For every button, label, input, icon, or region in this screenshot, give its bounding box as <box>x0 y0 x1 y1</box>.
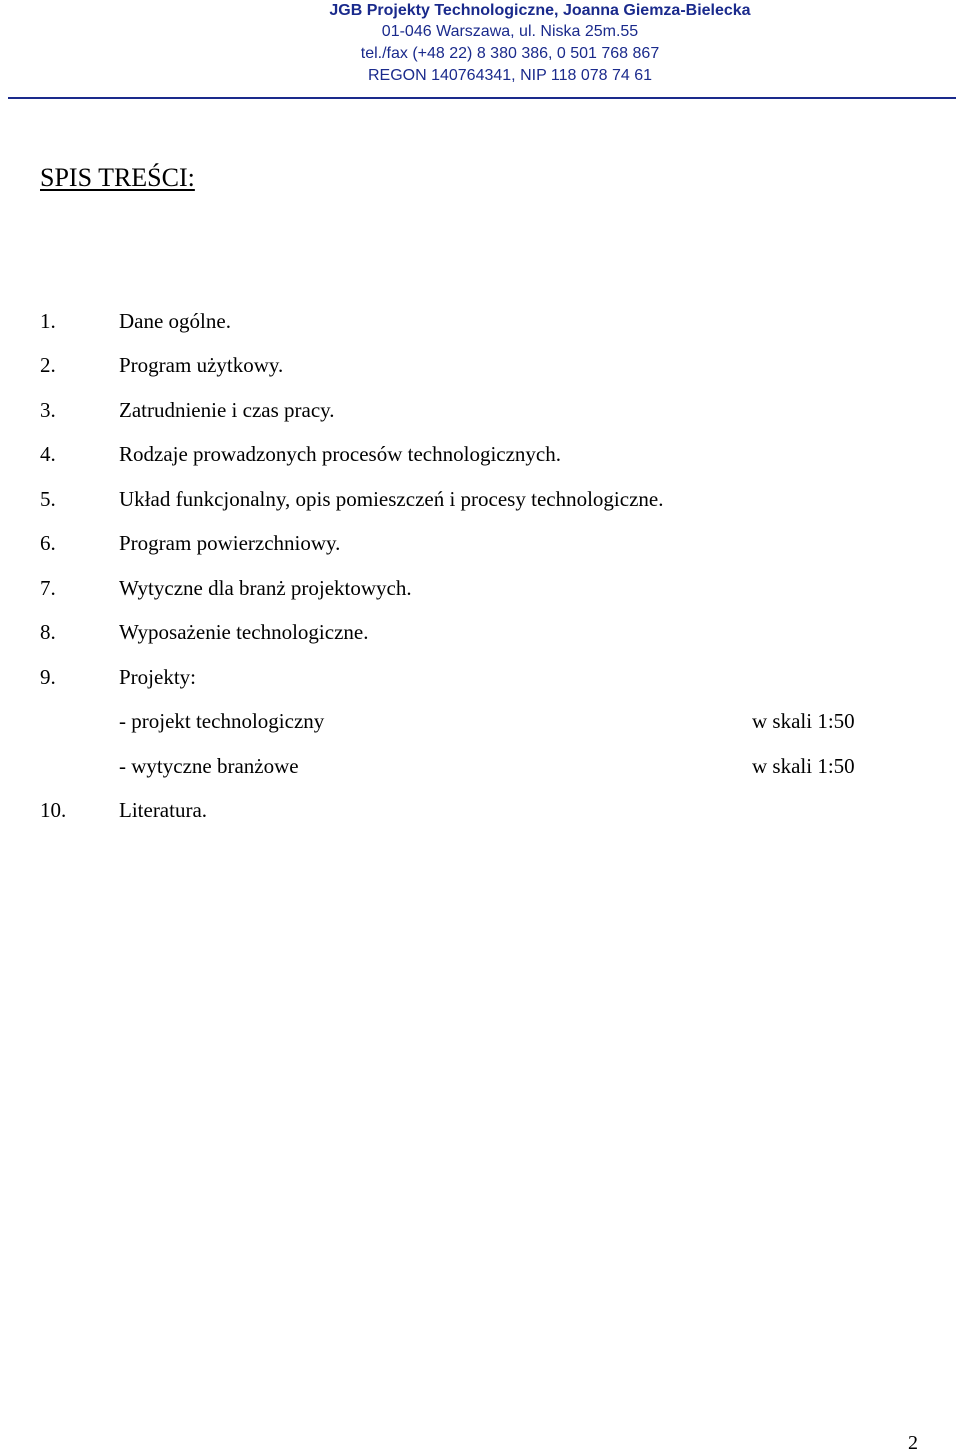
company-address: 01-046 Warszawa, ul. Niska 25m.55 <box>381 23 639 40</box>
toc-item-number: 3. <box>40 398 56 422</box>
toc-subitem-text: - wytyczne branżowe <box>119 754 299 778</box>
toc-item <box>0 441 960 467</box>
letterhead-divider <box>8 97 956 99</box>
toc-item-text: Układ funkcjonalny, opis pomieszczeń i procesy technologiczne. <box>119 487 664 511</box>
toc-item-number: 9. <box>40 665 56 689</box>
toc-item-text: Zatrudnienie i czas pracy. <box>119 398 335 422</box>
toc-item-text: Program użytkowy. <box>119 353 284 377</box>
page-number: 2 <box>908 1432 918 1454</box>
toc-item-text: Literatura. <box>119 798 208 822</box>
toc-item-number: 1. <box>40 309 56 333</box>
toc-subitem-scale: w skali 1:50 <box>752 754 855 778</box>
toc-item <box>0 797 960 823</box>
company-name: JGB Projekty Technologiczne, Joanna Giemza-Bielecka <box>329 2 751 19</box>
toc-item <box>0 664 960 690</box>
toc-subitem <box>0 708 960 734</box>
toc-item-text: Wyposażenie technologiczne. <box>119 620 369 644</box>
toc-item <box>0 352 960 378</box>
toc-item <box>0 308 960 334</box>
toc-item <box>0 397 960 423</box>
company-registry: REGON 140764341, NIP 118 078 74 61 <box>367 67 653 84</box>
toc-subitem-scale: w skali 1:50 <box>752 709 855 733</box>
toc-subitem-text: - projekt technologiczny <box>119 709 325 733</box>
toc-item-number: 7. <box>40 576 56 600</box>
toc-item <box>0 619 960 645</box>
toc-item-text: Dane ogólne. <box>119 309 231 333</box>
toc-item-number: 2. <box>40 353 56 377</box>
toc-item-number: 5. <box>40 487 56 511</box>
toc-item-number: 4. <box>40 442 56 466</box>
toc-item <box>0 486 960 512</box>
toc-item-number: 10. <box>40 798 67 822</box>
company-phone: tel./fax (+48 22) 8 380 386, 0 501 768 867 <box>360 45 660 62</box>
toc-item-text: Projekty: <box>119 665 196 689</box>
toc-item-text: Wytyczne dla branż projektowych. <box>119 576 412 600</box>
toc-item-text: Program powierzchniowy. <box>119 531 341 555</box>
toc-title: SPIS TREŚCI: <box>40 163 195 192</box>
toc-item-number: 8. <box>40 620 56 644</box>
toc-item <box>0 575 960 601</box>
toc-item-text: Rodzaje prowadzonych procesów technologicznych. <box>119 442 562 466</box>
toc-item-number: 6. <box>40 531 56 555</box>
toc-item <box>0 530 960 556</box>
toc-subitem <box>0 753 960 779</box>
